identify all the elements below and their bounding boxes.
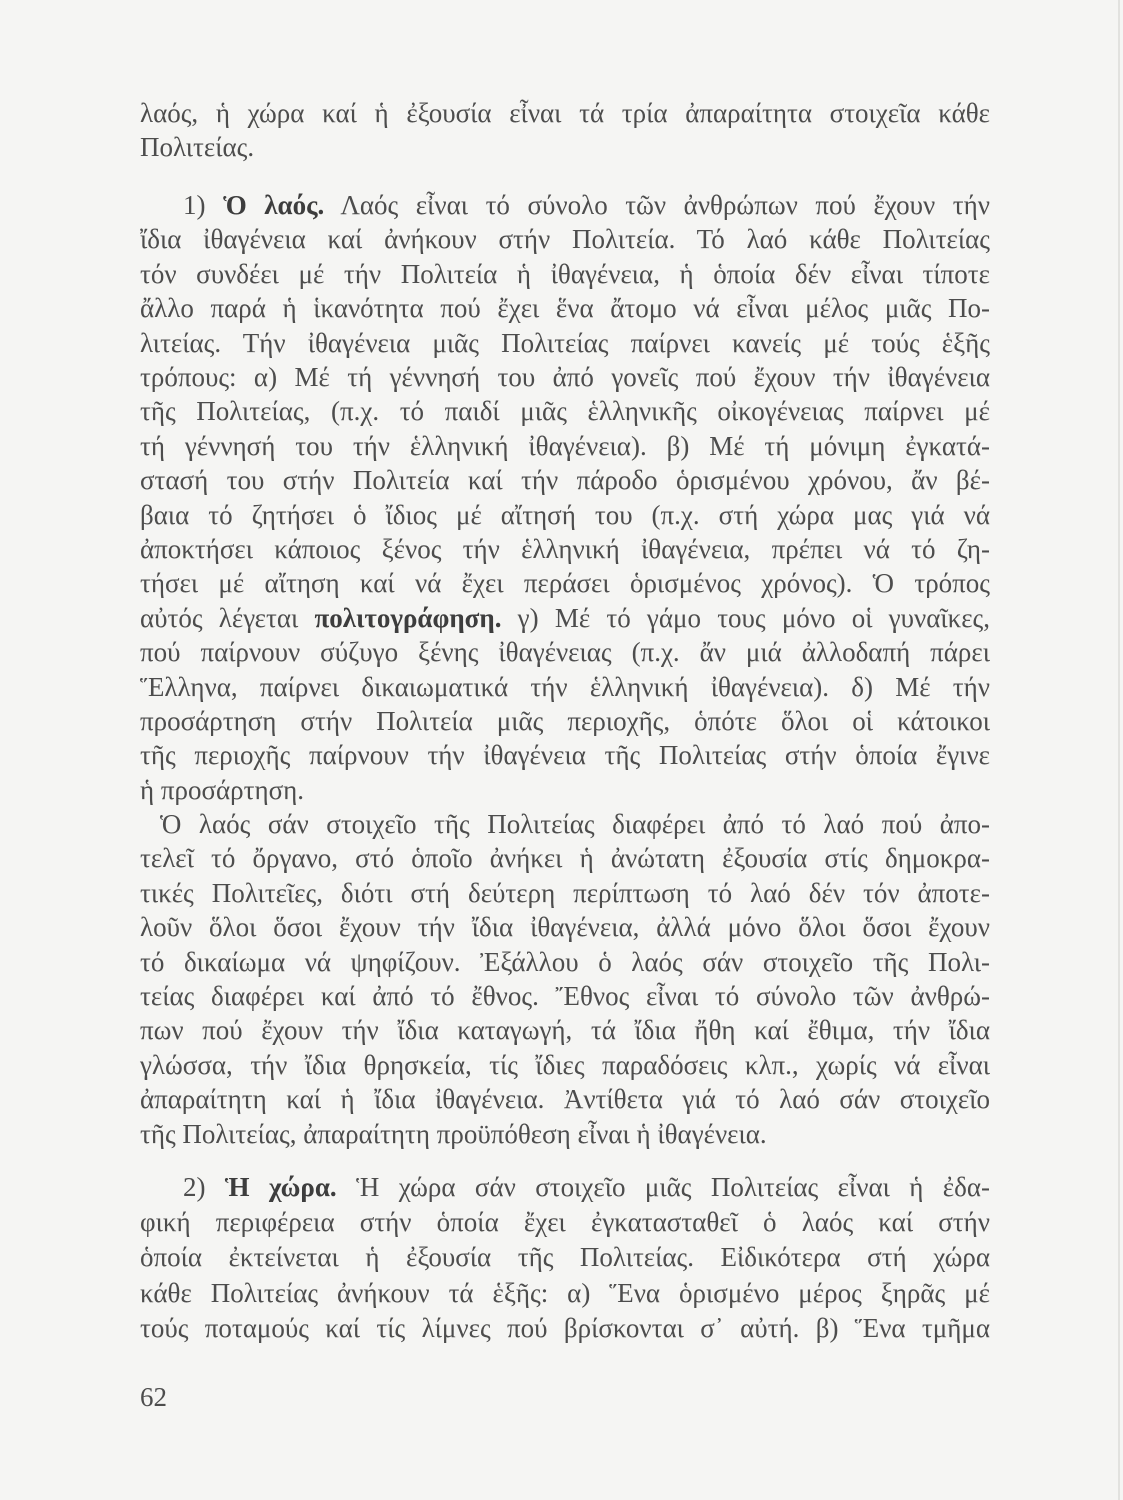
text-line: τῆς Πολιτείας, (π.χ. τό παιδί μιᾶς ἑλληνικῆς οἰκογένειας παίρνει μέ <box>140 396 990 427</box>
bold-heading: πολιτογράφηση. <box>314 602 502 633</box>
text-line: Ὁ λαός σάν στοιχεῖο τῆς Πολιτείας διαφέρει ἀπό τό λαό πού ἀπο- <box>160 809 990 839</box>
page-number: 62 <box>140 1382 167 1412</box>
text-line: λαός, ἡ χώρα καί ἡ ἐξουσία εἶναι τά τρία ἀπαραίτητα στοιχεῖα κάθε <box>140 98 990 128</box>
text-line: τῆς Πολιτείας, ἀπαραίτητη προϋπόθεση εἶναι ἡ ἰθαγένεια. <box>140 1118 767 1149</box>
bold-heading: Ὁ λαός. <box>223 190 325 220</box>
text-line <box>183 188 990 222</box>
text-line: προσάρτηση στήν Πολιτεία μιᾶς περιοχῆς, ὁπότε ὅλοι οἱ κάτοικοι <box>140 706 990 736</box>
text-line: τῆς περιοχῆς παίρνουν τήν ἰθαγένεια τῆς Πολιτείας στήν ὁποία ἔγινε <box>140 740 990 771</box>
text-line: λοῦν ὅλοι ὅσοι ἔχουν τήν ἴδια ἰθαγένεια, ἀλλά μόνο ὅλοι ὅσοι ἔχουν <box>140 912 990 943</box>
text-line: τήσει μέ αἴτηση καί νά ἔχει περάσει ὁρισμένος χρόνος). Ὁ τρόπος <box>140 568 990 599</box>
text-segment: Λαός εἶναι τό σύνολο τῶν ἀνθρώπων πού ἔχουν τήν <box>324 190 990 220</box>
text-segment: Ἡ χώρα σάν στοιχεῖο μιᾶς Πολιτείας εἶναι ἡ ἐδα- <box>336 1172 991 1202</box>
text-segment: 2) <box>183 1172 225 1202</box>
text-segment: 1) <box>183 190 224 220</box>
text-line: ἀποκτήσει κάποιος ξένος τήν ἑλληνική ἰθαγένεια, πρέπει νά τό ζη- <box>140 534 990 564</box>
text-segment: γ) Μέ τό γάμο τους μόνο οἱ γυναῖκες, <box>501 602 990 633</box>
page-edge <box>1118 0 1120 1500</box>
text-line: τή γέννησή του τήν ἑλληνική ἰθαγένεια). β) Μέ τή μόνιμη ἐγκατά- <box>140 430 990 461</box>
text-line: ἴδια ἰθαγένεια καί ἀνήκουν στήν Πολιτεία. Τό λαό κάθε Πολιτείας <box>140 224 990 255</box>
text-line: γλώσσα, τήν ἴδια θρησκεία, τίς ἴδιες παραδόσεις κλπ., χωρίς νά εἶναι <box>140 1049 990 1080</box>
bold-heading: Ἡ χώρα. <box>224 1172 337 1202</box>
text-line: Πολιτείας. <box>140 132 255 163</box>
text-line: κάθε Πολιτείας ἀνήκουν τά ἑξῆς: α) Ἕνα ὁρισμένο μέρος ξηρᾶς μέ <box>140 1277 990 1308</box>
text-line: τείας διαφέρει καί ἀπό τό ἔθνος. Ἔθνος εἶναι τό σύνολο τῶν ἀνθρώ- <box>140 981 990 1011</box>
text-line: ἡ προσάρτηση. <box>140 774 305 805</box>
text-line: τούς ποταμούς καί τίς λίμνες πού βρίσκονται σ᾿ αὐτή. β) Ἕνα τμῆμα <box>140 1312 990 1343</box>
text-line <box>183 1170 990 1204</box>
text-line: ὁποία ἐκτείνεται ἡ ἐξουσία τῆς Πολιτείας. Εἰδικότερα στή χώρα <box>140 1242 990 1273</box>
text-line <box>140 601 990 635</box>
text-line: τελεῖ τό ὄργανο, στό ὁποῖο ἀνήκει ἡ ἀνώτατη ἐξουσία στίς δημοκρα- <box>140 843 990 874</box>
text-line: φική περιφέρεια στήν ὁποία ἔχει ἐγκατασταθεῖ ὁ λαός καί στήν <box>140 1207 990 1238</box>
text-line: πων πού ἔχουν τήν ἴδια καταγωγή, τά ἴδια ἤθη καί ἔθιμα, τήν ἴδια <box>140 1015 990 1046</box>
text-line: τό δικαίωμα νά ψηφίζουν. Ἐξάλλου ὁ λαός σάν στοιχεῖο τῆς Πολι- <box>140 946 990 977</box>
text-line: πού παίρνουν σύζυγο ξένης ἰθαγένειας (π.χ. ἄν μιά ἀλλοδαπή πάρει <box>140 637 990 668</box>
text-line: ἀπαραίτητη καί ἡ ἴδια ἰθαγένεια. Ἀντίθετα γιά τό λαό σάν στοιχεῖο <box>140 1084 990 1115</box>
text-line: Ἕλληνα, παίρνει δικαιωματικά τήν ἑλληνική ἰθαγένεια). δ) Μέ τήν <box>140 671 990 702</box>
text-segment: αὐτός λέγεται <box>140 602 315 633</box>
text-line: τόν συνδέει μέ τήν Πολιτεία ἡ ἰθαγένεια, ἡ ὁποία δέν εἶναι τίποτε <box>140 258 990 289</box>
text-line: τικές Πολιτεῖες, διότι στή δεύτερη περίπτωση τό λαό δέν τόν ἀποτε- <box>140 877 990 908</box>
text-line: στασή του στήν Πολιτεία καί τήν πάροδο ὁρισμένου χρόνου, ἄν βέ- <box>140 465 990 496</box>
text-line: βαια τό ζητήσει ὁ ἴδιος μέ αἴτησή του (π.χ. στή χώρα μας γιά νά <box>140 499 990 530</box>
text-line: τρόπους: α) Μέ τή γέννησή του ἀπό γονεῖς πού ἔχουν τήν ἰθαγένεια <box>140 362 990 392</box>
text-line: λιτείας. Τήν ἰθαγένεια μιᾶς Πολιτείας παίρνει κανείς μέ τούς ἑξῆς <box>140 327 990 358</box>
text-line: ἄλλο παρά ἡ ἱκανότητα πού ἔχει ἕνα ἄτομο νά εἶναι μέλος μιᾶς Πο- <box>140 293 990 324</box>
